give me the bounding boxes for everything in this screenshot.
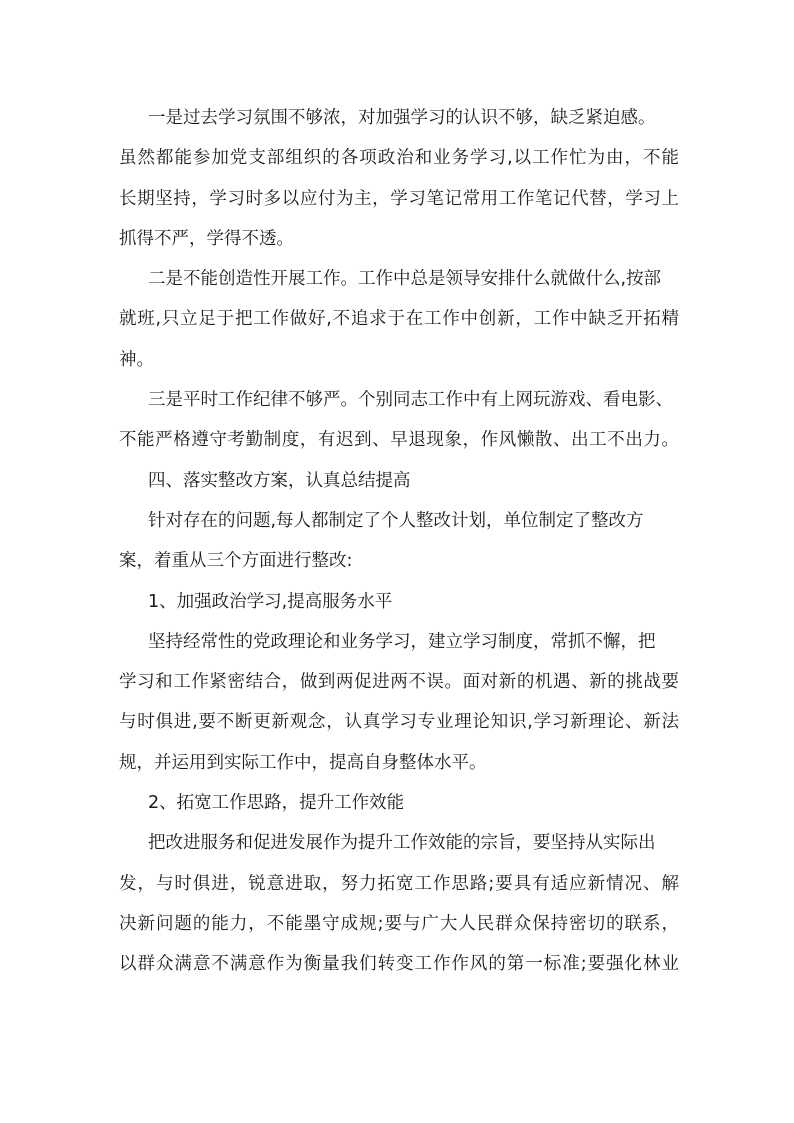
section-heading: 四、落实整改方案，认真总结提高 [148,470,411,491]
paragraph-line: 神。 [119,349,154,370]
paragraph-line: 与时俱进,要不断更新观念，认真学习专业理论知识,学习新理论、新法 [119,712,679,733]
paragraph-line: 二是不能创造性开展工作。工作中总是领导安排什么就做什么,按部 [148,269,662,290]
paragraph-line: 规，并运用到实际工作中，提高自身整体水平。 [119,752,487,773]
paragraph-line: 长期坚持，学习时多以应付为主，学习笔记常用工作笔记代替，学习上 [119,188,679,209]
paragraph-line: 三是平时工作纪律不够严。个别同志工作中有上网玩游戏、看电影、 [148,390,673,411]
subsection-heading: 1、加强政治学习,提高服务水平 [148,591,393,612]
document-body [119,98,679,985]
paragraph-line: 一是过去学习氛围不够浓，对加强学习的认识不够，缺乏紧迫感。 [148,108,656,128]
paragraph-line: 针对存在的问题,每人都制定了个人整改计划，单位制定了整改方 [148,510,644,531]
paragraph-line: 坚持经常性的党政理论和业务学习，建立学习制度，常抓不懈，把 [148,631,656,652]
subsection-heading: 2、拓宽工作思路，提升工作效能 [148,793,405,814]
paragraph-line: 学习和工作紧密结合，做到两促进两不误。面对新的机遇、新的挑战要 [119,672,679,693]
paragraph-line: 抓得不严，学得不透。 [119,228,294,249]
paragraph-line: 把改进服务和促进发展作为提升工作效能的宗旨，要坚持从实际出 [148,833,656,854]
paragraph-line: 案，着重从三个方面进行整改: [119,551,353,572]
paragraph-line: 决新问题的能力，不能墨守成规;要与广大人民群众保持密切的联系， [119,913,679,934]
paragraph-line: 就班,只立足于把工作做好,不追求于在工作中创新，工作中缺乏开拓精 [119,309,679,330]
paragraph-line: 虽然都能参加党支部组织的各项政治和业务学习,以工作忙为由，不能 [119,148,679,169]
paragraph-line: 发，与时俱进，锐意进取，努力拓宽工作思路;要具有适应新情况、解 [119,873,679,894]
paragraph-line: 以群众满意不满意作为衡量我们转变工作作风的第一标准;要强化林业 [119,954,679,975]
paragraph-line: 不能严格遵守考勤制度，有迟到、早退现象，作风懒散、出工不出力。 [119,430,679,451]
